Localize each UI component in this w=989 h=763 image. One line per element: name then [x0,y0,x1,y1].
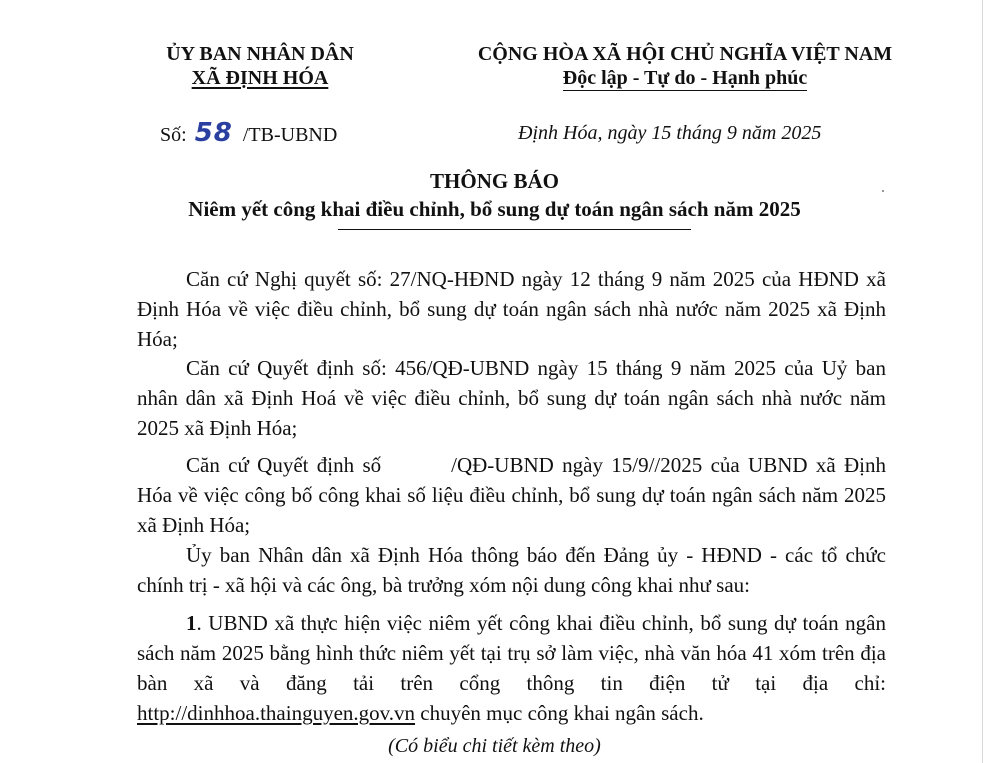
page-edge-divider [982,0,983,763]
paragraph-legal-basis-3 [137,450,886,540]
title-underline-rule [338,229,691,230]
handwritten-number: 58 [194,118,233,148]
item-number: 1 [186,611,197,635]
document-number [160,120,337,148]
document-subtitle: Niêm yết công khai điều chỉnh, bổ sung dự toán ngân sách năm 2025 [188,197,801,221]
agency-name: ỦY BAN NHÂN DÂN [166,43,354,65]
paragraph-legal-basis-2: Căn cứ Quyết định số: 456/QĐ-UBND ngày 15 tháng 9 năm 2025 của Uỷ ban nhân dân xã Định Hoá về việc điều chỉnh, bổ sung dự toán ngân sách nhà nước năm 2025 xã Định Hóa; [137,356,886,440]
paragraph-legal-basis-1: Căn cứ Nghị quyết số: 27/NQ-HĐND ngày 12 tháng 9 năm 2025 của HĐND xã Định Hóa về việc điều chỉnh, bổ sung dự toán ngân sách nhà nước năm 2025 xã Định Hóa; [137,267,886,351]
attachment-note: (Có biểu chi tiết kèm theo) [388,735,601,757]
agency-commune: XÃ ĐỊNH HÓA [191,67,329,89]
issuing-agency-header [140,42,380,90]
paragraph-announcement: Ủy ban Nhân dân xã Định Hóa thông báo đến Đảng ủy - HĐND - các tổ chức chính trị - xã hội và các ông, bà trưởng xóm nội dung công khai như sau: [137,543,886,597]
national-motto: Độc lập - Tự do - Hạnh phúc [562,67,808,89]
nation-name: CỘNG HÒA XÃ HỘI CHỦ NGHĨA VIỆT NAM [477,43,893,65]
document-title: THÔNG BÁO [430,169,559,193]
scan-speck [882,190,884,192]
p3-rest: /QĐ-UBND ngày 15/9//2025 của UBND xã Định Hóa về việc công bố công khai số liệu điều chỉnh, bổ sung dự toán ngân sách năm 2025 xã Định Hóa; [137,453,887,537]
item-1-tail: chuyên mục công khai ngân sách. [415,701,704,725]
number-suffix: /TB-UBND [242,124,338,146]
national-header [440,42,930,91]
paragraph-item-1 [137,608,886,728]
place-date: Định Hóa, ngày 15 tháng 9 năm 2025 [518,122,822,144]
p3-start: Căn cứ Quyết định số [186,453,382,477]
portal-link[interactable]: http://dinhhoa.thainguyen.gov.vn [137,701,416,725]
number-label: Số: [160,124,187,146]
item-1-text: . UBND xã thực hiện việc niêm yết công khai điều chỉnh, bổ sung dự toán ngân sách năm 2025 bằng hình thức niêm yết tại trụ sở làm việc, nhà văn hóa 41 xóm trên địa bàn xã và đăng tải trên cổng thông tin điện tử tại địa chỉ: [137,611,886,695]
